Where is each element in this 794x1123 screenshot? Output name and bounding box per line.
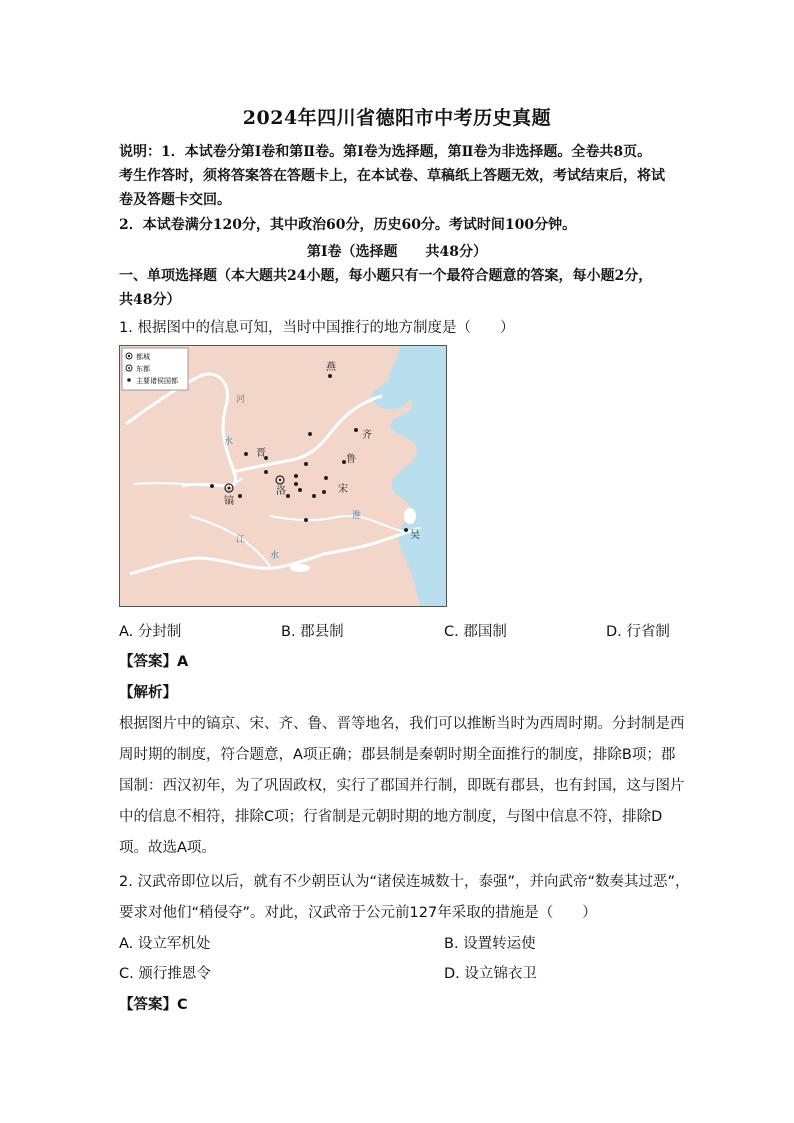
river-label-shui: 水 — [224, 437, 234, 447]
river-label-huai: 淮 — [352, 511, 362, 521]
river-label-he: 河 — [236, 395, 246, 405]
legend-east-capital-label: 东都 — [136, 365, 150, 373]
intro-line-4: 2．本试卷满分120分，其中政治60分，历史60分。考试时间100分钟。 — [119, 217, 577, 233]
part-heading-line-1: 一、单项选择题（本大题共24小题，每小题只有一个最符合题意的答案，每小题2分， — [119, 268, 653, 284]
q1-analysis-line-5: 项。故选A项。 — [119, 840, 216, 856]
legend-vassal-label: 主要诸侯国都 — [136, 377, 178, 385]
q2-option-b: B. 设置转运使 — [444, 936, 536, 952]
q1-option-a: A. 分封制 — [119, 624, 182, 640]
q2-answer: 【答案】C — [119, 997, 188, 1013]
legend-capital-label: 都城 — [136, 353, 150, 361]
label-luo: 洛 — [276, 486, 286, 497]
q1-analysis-line-4: 中的信息不相符，排除C项；行省制是元朝时期的地方制度，与图中信息不符，排除D — [119, 809, 663, 825]
q2-option-c: C. 颁行推恩令 — [119, 966, 211, 982]
lake — [290, 564, 310, 572]
western-zhou-map — [119, 345, 447, 607]
intro-line-1: 说明：1．本试卷分第Ⅰ卷和第Ⅱ卷。第Ⅰ卷为选择题，第Ⅱ卷为非选择题。全卷共8页。 — [119, 144, 652, 160]
question-2-stem-line-2: 要求对他们“稍侵夺”。对此，汉武帝于公元前127年采取的措施是（ ） — [119, 905, 597, 921]
question-1-stem: 1. 根据图中的信息可知，当时中国推行的地方制度是（ ） — [119, 320, 515, 336]
label-lu: 鲁 — [346, 454, 356, 465]
part-heading-line-2: 共48分） — [119, 292, 181, 308]
label-qi: 齐 — [362, 430, 372, 441]
label-hao: 镐 — [224, 496, 234, 507]
river-label-jiang: 江 — [236, 535, 246, 545]
label-wu: 吴 — [410, 530, 420, 541]
q1-analysis-label: 【解析】 — [119, 685, 177, 701]
q1-option-d: D. 行省制 — [606, 624, 670, 640]
q2-option-a: A. 设立军机处 — [119, 936, 211, 952]
map-svg — [120, 346, 446, 606]
q1-option-b: B. 郡县制 — [281, 624, 344, 640]
label-song: 宋 — [338, 484, 348, 495]
question-2-stem-line-1: 2. 汉武帝即位以后，就有不少朝臣认为“诸侯连城数十，泰强”，并向武帝“数奏其过恶”， — [119, 874, 690, 890]
intro-line-3: 卷及答题卡交回。 — [119, 192, 231, 208]
q1-analysis-line-1: 根据图片中的镐京、宋、齐、鲁、晋等地名，我们可以推断当时为西周时期。分封制是西 — [119, 716, 685, 732]
q1-answer: 【答案】A — [119, 654, 189, 670]
lake-tai — [404, 508, 416, 524]
label-yan: 燕 — [326, 362, 336, 373]
intro-line-2: 考生作答时，须将答案答在答题卡上，在本试卷、草稿纸上答题无效，考试结束后，将试 — [119, 168, 665, 184]
section-title: 第Ⅰ卷（选择题 共48分） — [306, 244, 488, 260]
river-label-shui-2: 水 — [270, 551, 280, 561]
q1-analysis-line-3: 国制：西汉初年，为了巩固政权，实行了郡国并行制，即既有郡县，也有封国，这与图片 — [119, 778, 685, 794]
q1-option-c: C. 郡国制 — [444, 624, 507, 640]
q1-analysis-line-2: 周时期的制度，符合题意，A项正确；郡县制是秦朝时期全面推行的制度，排除B项；郡 — [119, 747, 676, 763]
legend-vassal-icon — [127, 378, 131, 382]
label-jin: 晋 — [256, 448, 266, 459]
page-title: 2024年四川省德阳市中考历史真题 — [242, 107, 552, 129]
q2-option-d: D. 设立锦衣卫 — [444, 966, 537, 982]
